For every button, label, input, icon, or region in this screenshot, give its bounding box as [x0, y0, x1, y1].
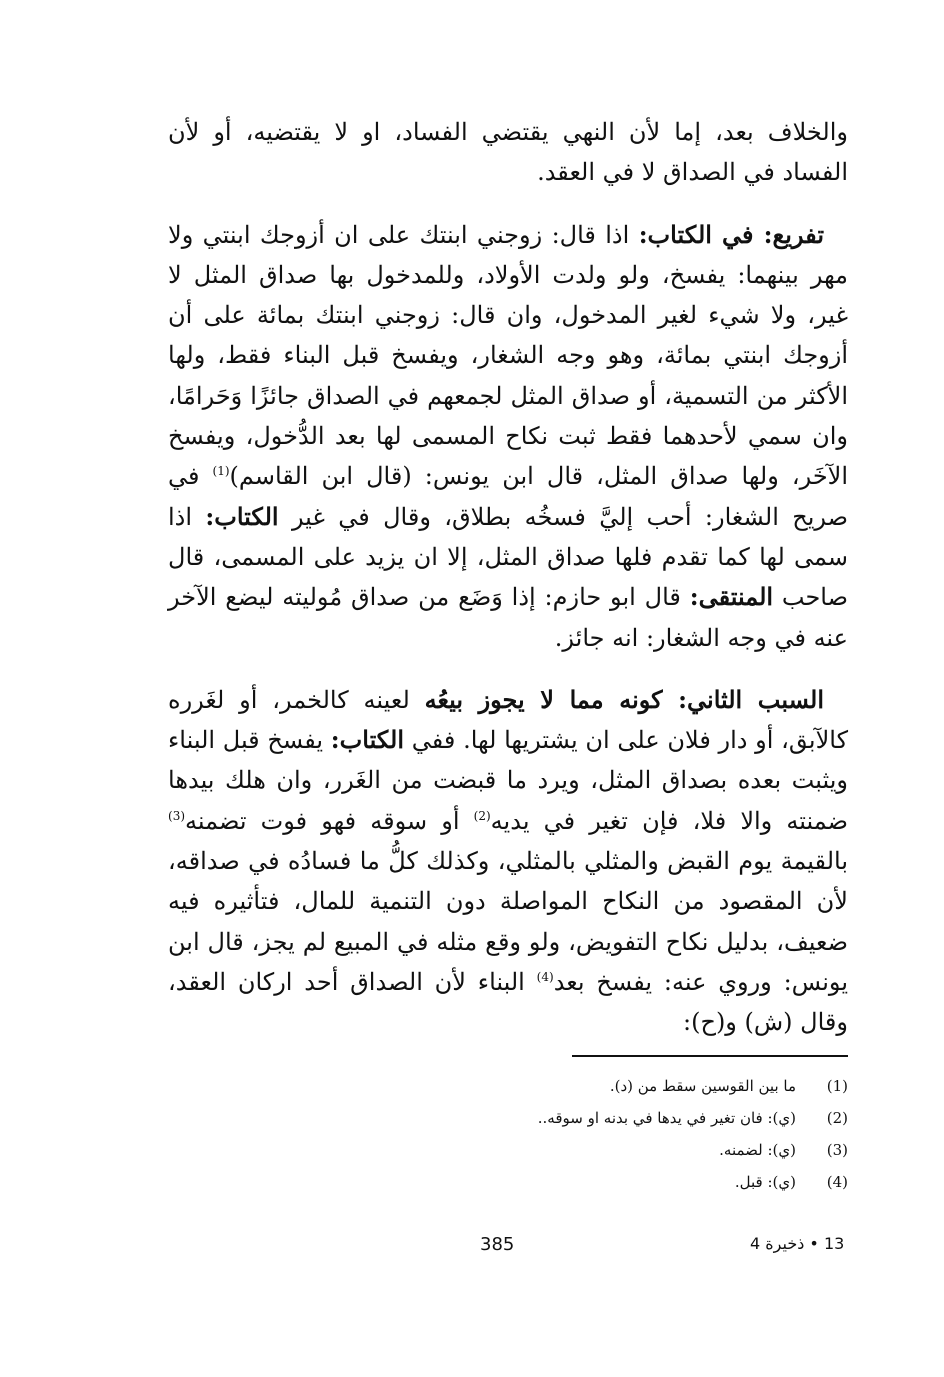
- signature-mark: 13 • ذخيرة 4: [750, 1234, 845, 1253]
- footnote-text: ما بين القوسين سقط من (د).: [609, 1077, 796, 1095]
- bold-heading-run: السبب الثاني: كونه مما لا يجوز بيعُه: [424, 684, 825, 714]
- bold-heading-run: الكتاب:: [330, 725, 405, 755]
- text-run: البناء لأن الصداق أحد اركان العقد، وقال (ش) و(ح):: [168, 967, 848, 1037]
- bold-heading-run: الكتاب:: [205, 501, 279, 531]
- footnotes: [168, 1070, 848, 1198]
- paragraph-1: [168, 112, 848, 193]
- text-run: لعينه كالخمر، أو لغَرره كالآبق، أو دار فلان على ان يشتريها لها. ففي: [168, 685, 848, 755]
- footnote-1: [168, 1070, 848, 1102]
- footnote-number: (2): [826, 1109, 848, 1127]
- footnote-text: (ي): لضمنه.: [719, 1141, 796, 1159]
- paragraph-3: [168, 680, 848, 1043]
- text-run: والخلاف بعد، إما لأن النهي يقتضي الفساد، او لا يقتضيه، أو لأن الفساد في الصداق لا في العقد.: [168, 118, 848, 187]
- footnote-4: [168, 1166, 848, 1198]
- footnote-3: [168, 1134, 848, 1166]
- footnote-marker: (2): [473, 808, 491, 823]
- bold-heading-run: المنتقى:: [689, 582, 774, 612]
- footnote-marker: (1): [212, 464, 230, 479]
- footnote-2: [168, 1102, 848, 1134]
- text-run: في صريح الشغار: أحب إليَّ فسخُه بطلاق، وقال في غير: [168, 462, 848, 531]
- footnote-divider: [572, 1055, 848, 1057]
- paragraph-2: [168, 215, 848, 658]
- text-run: بالقيمة يوم القبض والمثلي بالمثلي، وكذلك كلُّ ما فسادُه في صداقه، لأن المقصود من النكاح المواصلة دون التنمية للمال، فتأثيره فيه ضعيف، بدليل نكاح التفويض، ولو وقع مثله في المبيع لم يجز، قال ابن يونس: وروي عنه: يفسخ بعد: [168, 847, 849, 996]
- footnote-text: (ي): قبل.: [734, 1173, 796, 1191]
- footnote-marker: (3): [168, 808, 186, 823]
- footnote-number: (3): [826, 1141, 848, 1159]
- page-number: 385: [480, 1234, 515, 1255]
- text-run: أو سوقه فهو فوت تضمنه: [185, 806, 474, 835]
- footnote-marker: (4): [536, 969, 554, 984]
- footnote-text: (ي): فان تغير في يدها في بدنه او سوقه..: [537, 1109, 796, 1127]
- text-run: يفسخ قبل البناء ويثبت بعده بصداق المثل، ويرد ما قبضت من الغَرر، وان هلك بيدها ضمنته والا فلا، فإن تغير في يديه: [168, 726, 848, 835]
- text-run: قال ابو حازم: إذا وَضَع من صداق مُوليته ليضع الآخر عنه في وجه الشغار: انه جائز.: [168, 583, 848, 652]
- main-text: [168, 112, 848, 1043]
- footnote-number: (1): [826, 1077, 848, 1095]
- bold-heading-run: تفريع: في الكتاب:: [638, 219, 824, 249]
- footnote-number: (4): [826, 1173, 848, 1191]
- text-run: اذا سمى لها كما تقدم فلها صداق المثل، إلا ان يزيد على المسمى، قال صاحب: [168, 502, 848, 612]
- text-run: اذا قال: زوجني ابنتك على ان أزوجك ابنتي ولا مهر بينهما: يفسخ، ولو ولدت الأولاد، وللمدخول بها صداق المثل لا غير، ولا شيء لغير المدخول، وان قال: زوجني ابنتك بمائة على أن أزوجك ابنتي بمائة، وهو وجه الشغار، ويفسخ قبل البناء فقط، ولها الأكثر من التسمية، أو صداق المثل لجمعهم في الصداق جائزًا وَحَرامًا، وان سمي لأحدهما فقط ثبت نكاح المسمى لها بعد الدُّخول، ويفسخ الآخَر، ولها صداق المثل، قال ابن يونس: (قال ابن القاسم): [168, 220, 849, 491]
